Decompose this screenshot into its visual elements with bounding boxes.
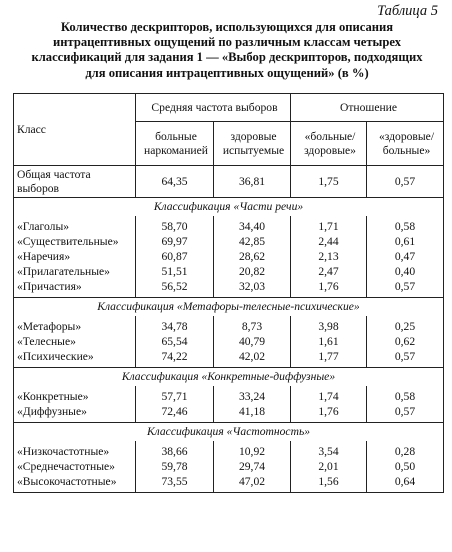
table-row	[14, 386, 444, 404]
row-value: 3,98	[291, 316, 367, 334]
table-row	[14, 441, 444, 459]
row-value: 0,25	[367, 316, 444, 334]
classification-section	[14, 423, 444, 493]
classification-title: Классификация «Конкретные-диффузные»	[14, 368, 444, 387]
classification-section	[14, 198, 444, 298]
row-label: «Высокочастотные»	[14, 474, 136, 493]
row-value: 1,56	[291, 474, 367, 493]
row-value: 2,01	[291, 459, 367, 474]
table-row	[14, 279, 444, 298]
row-value: 1,77	[291, 349, 367, 368]
row-value: 74,22	[136, 349, 214, 368]
row-label: «Прилагательные»	[14, 264, 136, 279]
row-label: «Низкочастотные»	[14, 441, 136, 459]
row-value: 0,58	[367, 386, 444, 404]
overall-value: 1,75	[291, 166, 367, 198]
header-frequency: Средняя частота выборов	[136, 94, 291, 122]
row-value: 69,97	[136, 234, 214, 249]
row-value: 0,61	[367, 234, 444, 249]
header-ratio-sick-healthy: «больные/ здоровые»	[291, 122, 367, 166]
caption-line: Количество дескрипторов, использующихся для описания	[60, 20, 394, 34]
row-value: 34,40	[214, 216, 291, 234]
caption-line: для описания интрацептивных ощущений» (в %)	[85, 65, 369, 80]
row-value: 3,54	[291, 441, 367, 459]
row-value: 42,02	[214, 349, 291, 368]
row-value: 59,78	[136, 459, 214, 474]
table-row	[14, 234, 444, 249]
row-label: «Конкретные»	[14, 386, 136, 404]
row-value: 57,71	[136, 386, 214, 404]
row-value: 0,50	[367, 459, 444, 474]
row-value: 73,55	[136, 474, 214, 493]
row-value: 34,78	[136, 316, 214, 334]
classification-section	[14, 298, 444, 368]
table-number-label: Таблица 5	[377, 3, 438, 19]
row-value: 42,85	[214, 234, 291, 249]
row-value: 28,62	[214, 249, 291, 264]
row-value: 0,47	[367, 249, 444, 264]
row-label: «Глаголы»	[14, 216, 136, 234]
header-ratio-healthy-sick: «здоровые/ больные»	[367, 122, 444, 166]
table-row	[14, 474, 444, 493]
row-value: 10,92	[214, 441, 291, 459]
row-value: 0,40	[367, 264, 444, 279]
row-value: 38,66	[136, 441, 214, 459]
header-ratio: Отношение	[291, 94, 444, 122]
row-value: 33,24	[214, 386, 291, 404]
row-value: 40,79	[214, 334, 291, 349]
header-healthy: здоровые испытуемые	[214, 122, 291, 166]
row-value: 2,44	[291, 234, 367, 249]
row-value: 20,82	[214, 264, 291, 279]
row-label: «Причастия»	[14, 279, 136, 298]
row-value: 0,64	[367, 474, 444, 493]
table-row	[14, 264, 444, 279]
row-value: 65,54	[136, 334, 214, 349]
row-value: 29,74	[214, 459, 291, 474]
row-value: 72,46	[136, 404, 214, 423]
table-row	[14, 216, 444, 234]
row-value: 1,61	[291, 334, 367, 349]
row-value: 58,70	[136, 216, 214, 234]
caption-line: классификаций для задания 1 — «Выбор дескрипторов, подходящих	[31, 50, 423, 65]
table-row	[14, 349, 444, 368]
row-value: 51,51	[136, 264, 214, 279]
row-value: 32,03	[214, 279, 291, 298]
classification-title: Классификация «Частотность»	[14, 423, 444, 442]
data-table	[13, 93, 444, 493]
row-value: 1,76	[291, 404, 367, 423]
row-value: 0,58	[367, 216, 444, 234]
row-value: 41,18	[214, 404, 291, 423]
row-value: 56,52	[136, 279, 214, 298]
row-label: «Среднечастотные»	[14, 459, 136, 474]
table-row	[14, 249, 444, 264]
header-class: Класс	[14, 94, 136, 166]
caption-line: интрацептивных ощущений по различным классам четырех	[52, 35, 402, 50]
row-value: 8,73	[214, 316, 291, 334]
table-row	[14, 316, 444, 334]
overall-label: Общая частота выборов	[14, 166, 136, 198]
row-value: 0,62	[367, 334, 444, 349]
row-value: 0,57	[367, 404, 444, 423]
row-value: 1,71	[291, 216, 367, 234]
row-label: «Психические»	[14, 349, 136, 368]
row-value: 0,57	[367, 349, 444, 368]
classification-title: Классификация «Метафоры-телесные-психические»	[14, 298, 444, 317]
table-row	[14, 459, 444, 474]
row-value: 1,76	[291, 279, 367, 298]
row-label: «Метафоры»	[14, 316, 136, 334]
overall-value: 64,35	[136, 166, 214, 198]
row-value: 1,74	[291, 386, 367, 404]
classification-section	[14, 368, 444, 423]
table-row	[14, 404, 444, 423]
classification-title: Классификация «Части речи»	[14, 198, 444, 217]
row-value: 2,47	[291, 264, 367, 279]
row-value: 0,28	[367, 441, 444, 459]
row-value: 0,57	[367, 279, 444, 298]
row-label: «Существительные»	[14, 234, 136, 249]
row-label: «Диффузные»	[14, 404, 136, 423]
row-value: 60,87	[136, 249, 214, 264]
row-value: 2,13	[291, 249, 367, 264]
row-value: 47,02	[214, 474, 291, 493]
overall-value: 36,81	[214, 166, 291, 198]
header-sick: больные наркоманией	[136, 122, 214, 166]
overall-value: 0,57	[367, 166, 444, 198]
table-caption	[12, 20, 442, 81]
row-label: «Наречия»	[14, 249, 136, 264]
row-label: «Телесные»	[14, 334, 136, 349]
table-row	[14, 334, 444, 349]
